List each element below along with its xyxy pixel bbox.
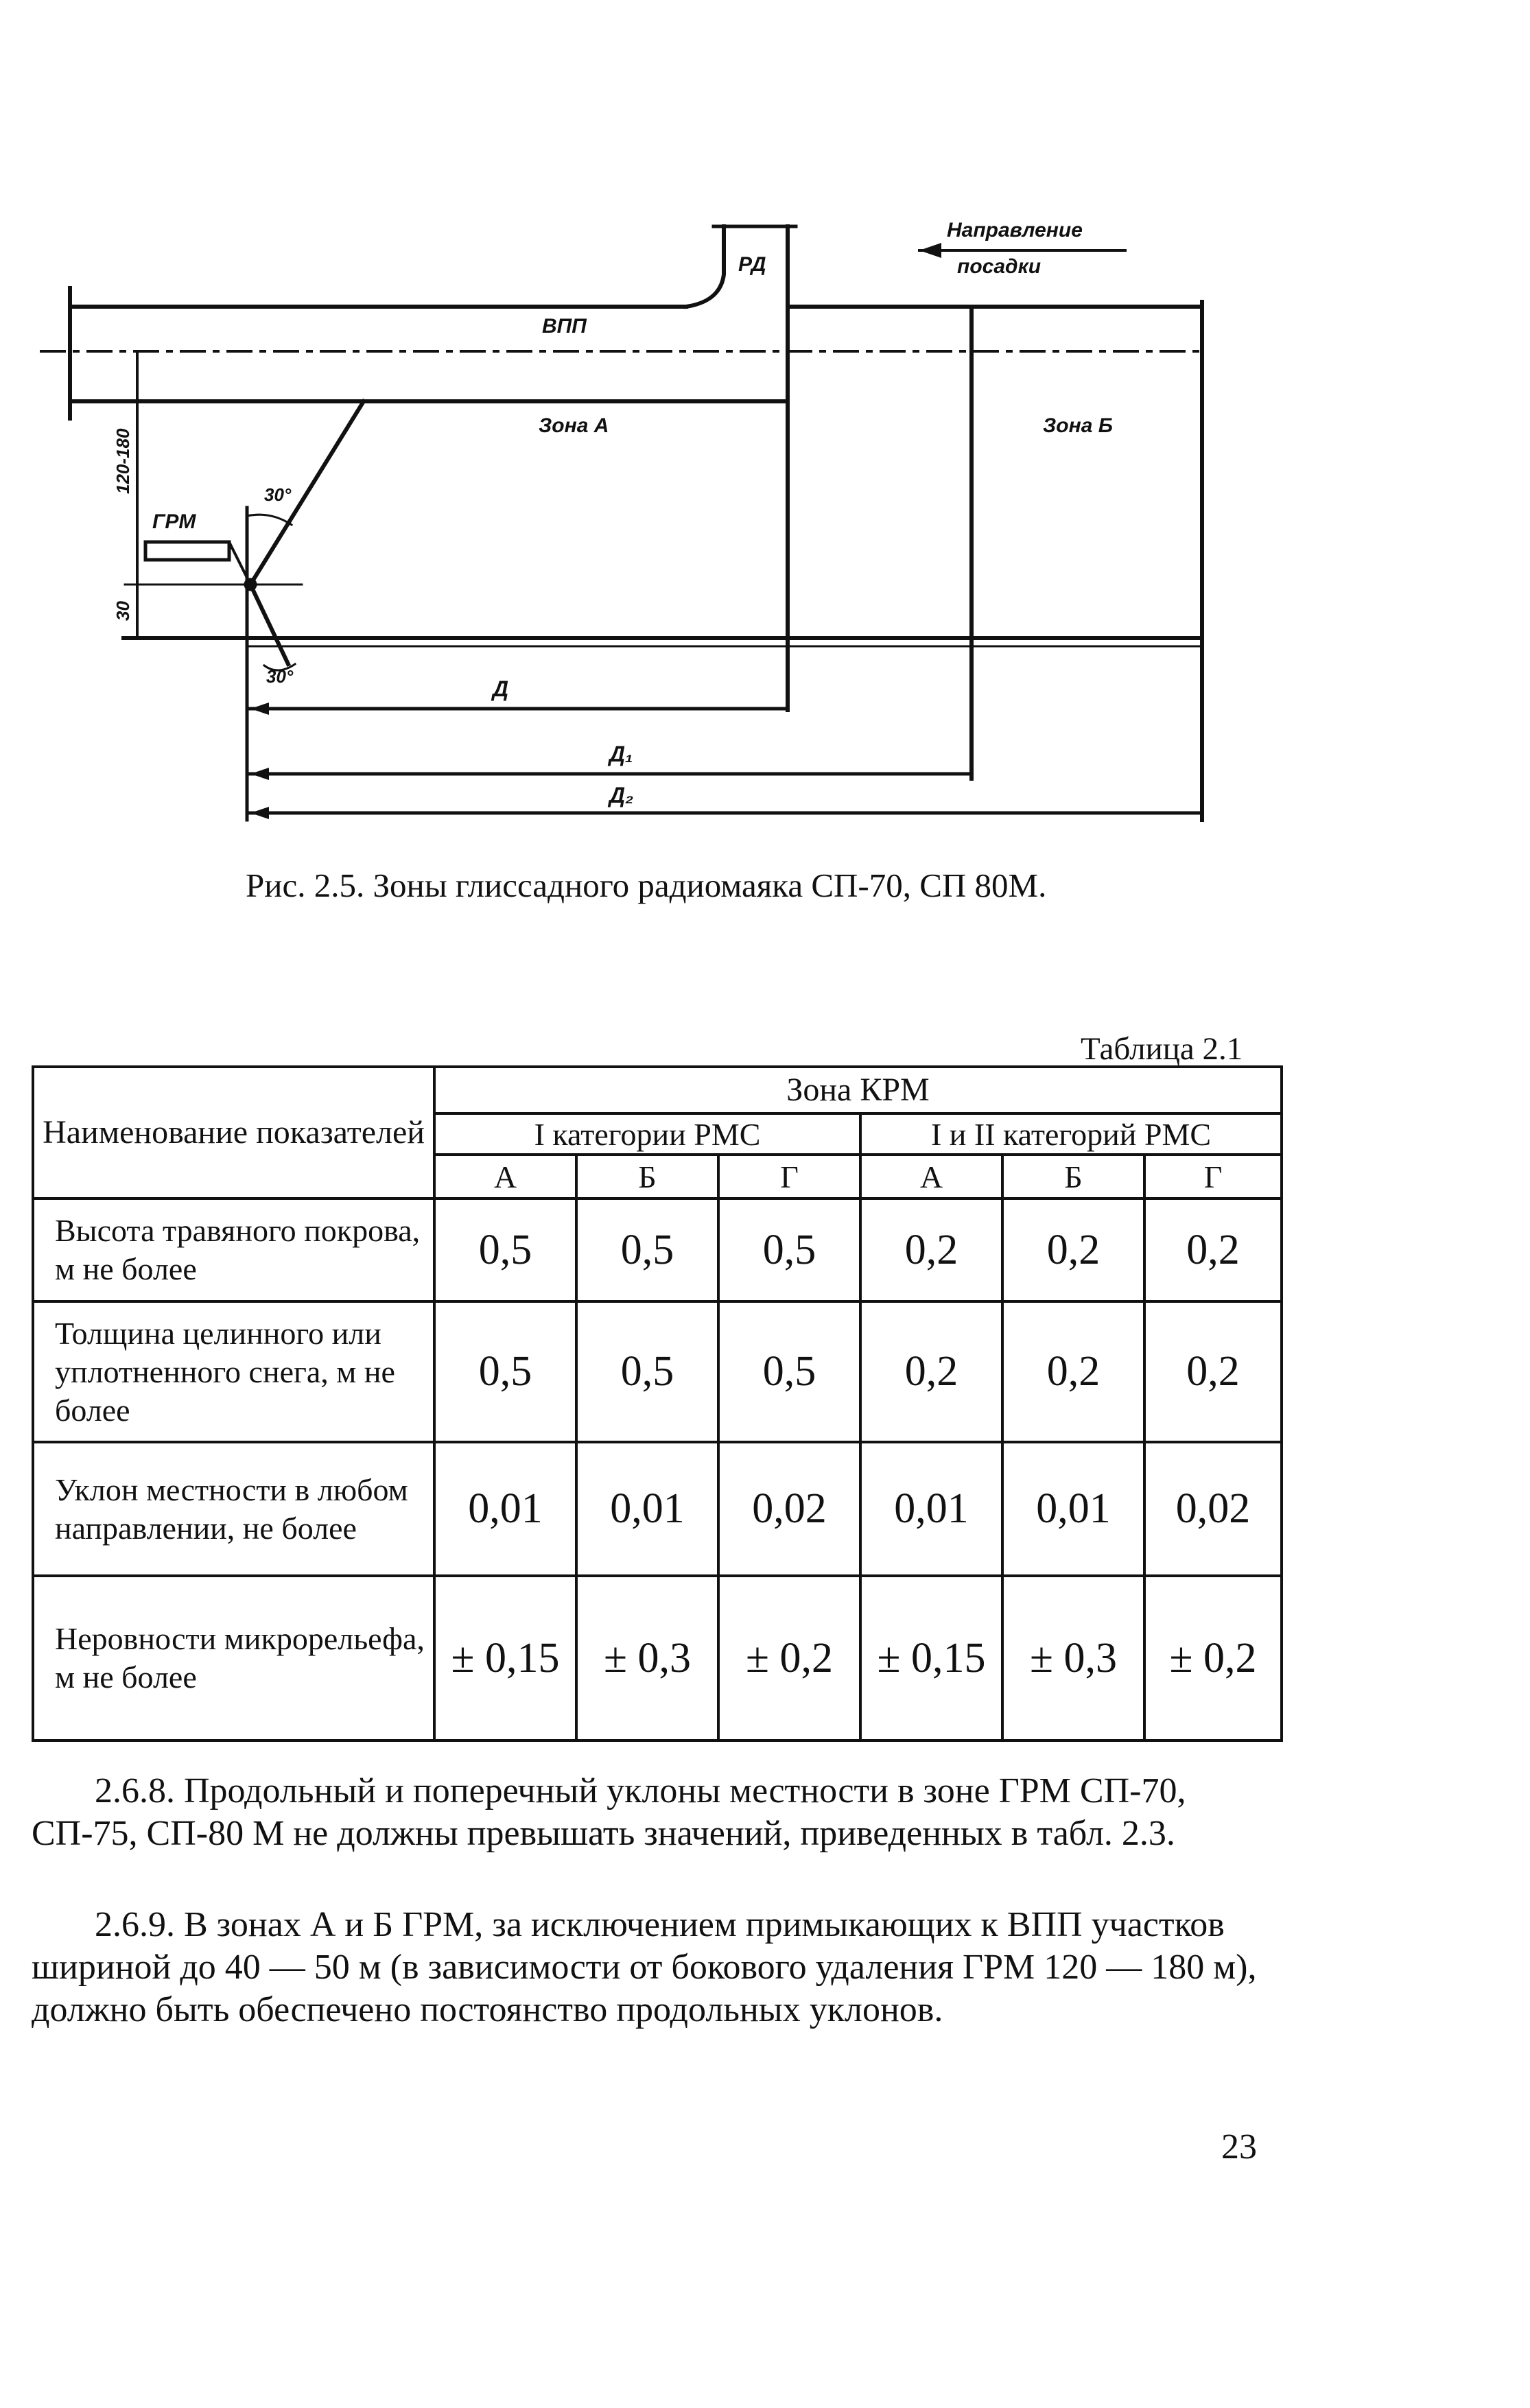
cell-value: 0,5 <box>718 1199 860 1301</box>
cell-value: 0,02 <box>1144 1442 1282 1576</box>
paragraph-2-6-8: 2.6.8. Продольный и поперечный уклоны местности в зоне ГРМ СП-70, СП-75, СП-80 М не должны превышать значений, приведенных в табл. 2.3. <box>32 1771 1186 1853</box>
cell-value: 0,01 <box>1002 1442 1144 1576</box>
dim-d-arrowhead <box>250 703 269 715</box>
cell-value: ± 0,3 <box>576 1576 718 1740</box>
cell-value: 0,5 <box>576 1199 718 1301</box>
cell-value: 0,5 <box>434 1199 576 1301</box>
label-grm: ГРМ <box>152 510 196 533</box>
table-header-row <box>33 1067 1282 1113</box>
header-zone: Зона КРМ <box>434 1067 1282 1113</box>
cell-value: 0,5 <box>434 1301 576 1442</box>
label-direction-1: Направление <box>947 219 1083 241</box>
table-label: Таблица 2.1 <box>1081 1031 1243 1067</box>
label-dim-vertical-2: 30 <box>113 601 133 621</box>
label-zone-a: Зона А <box>539 414 609 437</box>
row-label: Высота травяного покрова, м не более <box>33 1199 434 1301</box>
subcol: Г <box>718 1155 860 1199</box>
grm-antenna-symbol <box>145 542 229 560</box>
label-direction-2: посадки <box>957 255 1041 278</box>
row-label: Неровности микрорельефа, м не более <box>33 1576 434 1740</box>
label-angle-bottom: 30° <box>266 666 294 687</box>
cell-value: ± 0,2 <box>1144 1576 1282 1740</box>
subcol: Б <box>1002 1155 1144 1199</box>
grm-position-dot <box>244 578 257 591</box>
cell-value: 0,5 <box>576 1301 718 1442</box>
sector-line-lower <box>250 585 288 664</box>
label-rd: РД <box>738 253 766 276</box>
cell-value: 0,01 <box>576 1442 718 1576</box>
cell-value: ± 0,2 <box>718 1576 860 1740</box>
cell-value: ± 0,15 <box>860 1576 1002 1740</box>
cell-value: 0,02 <box>718 1442 860 1576</box>
header-group2: I и II категорий РМС <box>860 1113 1282 1155</box>
table-row <box>33 1576 1282 1740</box>
label-zone-b: Зона Б <box>1043 414 1113 437</box>
page-number: 23 <box>1221 2127 1257 2167</box>
cell-value: 0,01 <box>860 1442 1002 1576</box>
cell-value: 0,2 <box>860 1301 1002 1442</box>
table-row <box>33 1442 1282 1576</box>
cell-value: 0,2 <box>1144 1199 1282 1301</box>
subcol: Г <box>1144 1155 1282 1199</box>
taxiway-fillet <box>686 226 724 307</box>
label-dim-vertical-1: 120-180 <box>113 428 133 494</box>
label-angle-top: 30° <box>264 484 292 505</box>
figure-caption: Рис. 2.5. Зоны глиссадного радиомаяка СП-70, СП 80М. <box>246 866 1047 904</box>
cell-value: 0,2 <box>1002 1199 1144 1301</box>
paragraph-2-6-9: 2.6.9. В зонах А и Б ГРМ, за исключением примыкающих к ВПП участков шириной до 40 — 50 м (в зависимости от бокового удаления ГРМ 120 — 180 м), должно быть обеспечено постоянство продольных уклонов. <box>32 1905 1257 2029</box>
table-row <box>33 1301 1282 1442</box>
header-group1: I категории РМС <box>434 1113 860 1155</box>
label-vpp: ВПП <box>542 315 587 338</box>
glide-slope-zones-diagram <box>0 0 1530 858</box>
cell-value: ± 0,3 <box>1002 1576 1144 1740</box>
cell-value: 0,01 <box>434 1442 576 1576</box>
direction-arrowhead <box>919 243 941 258</box>
label-d1: Д₁ <box>609 742 633 766</box>
subcol: А <box>860 1155 1002 1199</box>
row-label: Уклон местности в любом направлении, не более <box>33 1442 434 1576</box>
cell-value: 0,2 <box>1002 1301 1144 1442</box>
cell-value: 0,2 <box>860 1199 1002 1301</box>
angle-arc-top <box>247 515 292 525</box>
dim-d1-arrowhead <box>250 768 269 780</box>
cell-value: 0,2 <box>1144 1301 1282 1442</box>
subcol: Б <box>576 1155 718 1199</box>
subcol: А <box>434 1155 576 1199</box>
cell-value: 0,5 <box>718 1301 860 1442</box>
row-label: Толщина целинного или уплотненного снега, м не более <box>33 1301 434 1442</box>
dim-d2-arrowhead <box>250 807 269 819</box>
label-d2: Д₂ <box>609 783 634 807</box>
krm-zone-table <box>32 1065 1283 1742</box>
header-name-col: Наименование показателей <box>33 1067 434 1199</box>
cell-value: ± 0,15 <box>434 1576 576 1740</box>
label-d: Д <box>493 676 509 701</box>
table-row <box>33 1199 1282 1301</box>
